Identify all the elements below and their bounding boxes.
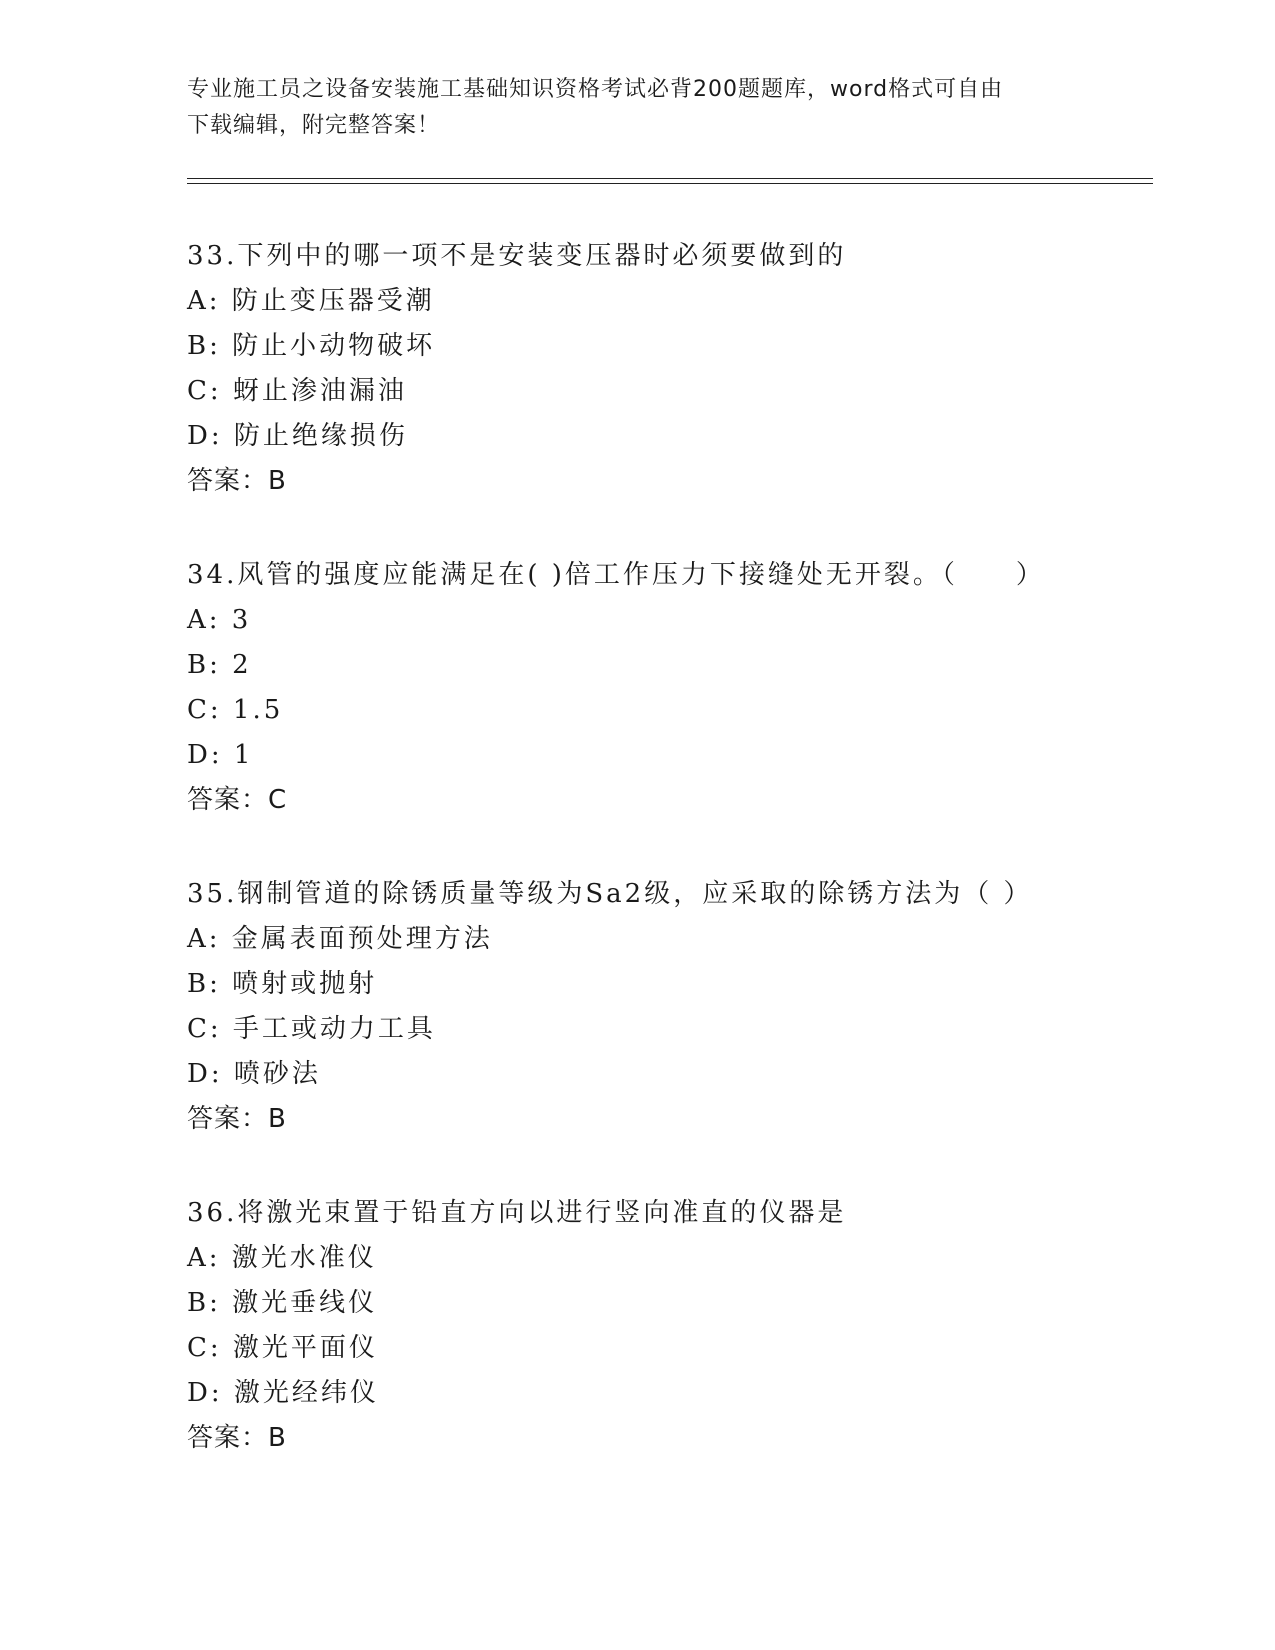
header-line-1: 专业施工员之设备安装施工基础知识资格考试必背200题题库，word格式可自由 xyxy=(187,77,1004,102)
option-b: B: 防止小动物破坏 xyxy=(187,331,436,361)
document-header xyxy=(187,72,1087,144)
option-c: C: 蚜止渗油漏油 xyxy=(187,376,407,406)
question-title: 36.将激光束置于铅直方向以进行竖向准直的仪器是 xyxy=(187,1198,847,1228)
question-33 xyxy=(187,234,1147,504)
option-c: C: 1.5 xyxy=(187,695,284,725)
answer: 答案：C xyxy=(187,785,288,815)
header-divider-top xyxy=(187,178,1153,179)
option-b: B: 2 xyxy=(187,650,252,680)
option-b: B: 喷射或抛射 xyxy=(187,969,378,999)
answer: 答案：B xyxy=(187,1423,287,1453)
option-d: D: 防止绝缘损伤 xyxy=(187,421,408,451)
option-a: A: 激光水准仪 xyxy=(187,1243,377,1273)
question-34 xyxy=(187,553,1147,823)
option-c: C: 激光平面仪 xyxy=(187,1333,378,1363)
header-line-2: 下载编辑，附完整答案！ xyxy=(187,113,441,138)
question-title: 34.风管的强度应能满足在( )倍工作压力下接缝处无开裂。（ ） xyxy=(187,560,1045,590)
header-divider-bottom xyxy=(187,183,1153,184)
question-title: 35.钢制管道的除锈质量等级为Sa2级，应采取的除锈方法为（ ） xyxy=(187,879,1033,909)
question-36 xyxy=(187,1191,1147,1461)
answer: 答案：B xyxy=(187,466,287,496)
option-a: A: 防止变压器受潮 xyxy=(187,286,435,316)
option-a: A: 金属表面预处理方法 xyxy=(187,924,493,954)
question-35 xyxy=(187,872,1147,1142)
option-d: D: 1 xyxy=(187,740,254,770)
option-d: D: 喷砂法 xyxy=(187,1059,321,1089)
option-b: B: 激光垂线仪 xyxy=(187,1288,378,1318)
answer: 答案：B xyxy=(187,1104,287,1134)
question-title: 33.下列中的哪一项不是安装变压器时必须要做到的 xyxy=(187,241,847,271)
option-c: C: 手工或动力工具 xyxy=(187,1014,436,1044)
option-a: A: 3 xyxy=(187,605,252,635)
option-d: D: 激光经纬仪 xyxy=(187,1378,379,1408)
